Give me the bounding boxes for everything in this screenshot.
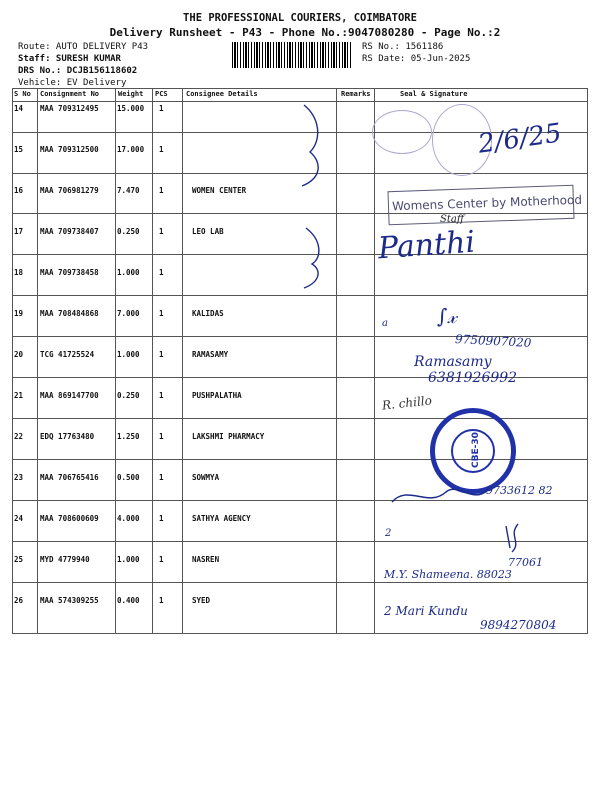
row19-mark: a bbox=[382, 318, 388, 329]
col-header-consignment: Consignment No bbox=[40, 90, 100, 98]
col-header-sno: S No bbox=[14, 90, 31, 98]
row-sno: 24 bbox=[14, 514, 24, 523]
row-weight: 1.000 bbox=[117, 268, 140, 277]
row-sno: 15 bbox=[14, 145, 24, 154]
row-consignment-no: TCG 41725524 bbox=[40, 350, 95, 359]
row-consignee: PUSHPALATHA bbox=[192, 391, 242, 400]
row-weight: 1.000 bbox=[117, 555, 140, 564]
row-consignment-no: MAA 869147700 bbox=[40, 391, 99, 400]
row24-mark: 2 bbox=[385, 528, 392, 539]
row25-signature: M.Y. Shameena. 88023 bbox=[384, 568, 512, 581]
row-pcs: 1 bbox=[159, 514, 164, 523]
row-consignee: SATHYA AGENCY bbox=[192, 514, 251, 523]
row-consignment-no: MAA 708600609 bbox=[40, 514, 99, 523]
col-header-consignee: Consignee Details bbox=[186, 90, 258, 98]
row-weight: 17.000 bbox=[117, 145, 145, 154]
staff-label: Staff: SURESH KUMAR bbox=[18, 54, 121, 64]
row-consignment-no: EDQ 17763480 bbox=[40, 432, 95, 441]
rs-number: RS No.: 1561186 bbox=[362, 42, 444, 52]
row-sno: 19 bbox=[14, 309, 24, 318]
row-pcs: 1 bbox=[159, 350, 164, 359]
row-pcs: 1 bbox=[159, 186, 164, 195]
row-pcs: 1 bbox=[159, 309, 164, 318]
row-weight: 15.000 bbox=[117, 104, 145, 113]
row-sno: 20 bbox=[14, 350, 24, 359]
row-weight: 7.000 bbox=[117, 309, 140, 318]
row-pcs: 1 bbox=[159, 473, 164, 482]
row-consignment-no: MAA 708484868 bbox=[40, 309, 99, 318]
row-consignment-no: MAA 709312500 bbox=[40, 145, 99, 154]
row-consignment-no: MYD 4779940 bbox=[40, 555, 90, 564]
row-weight: 4.000 bbox=[117, 514, 140, 523]
row-weight: 0.500 bbox=[117, 473, 140, 482]
route-label: Route: AUTO DELIVERY P43 bbox=[18, 42, 149, 52]
row-sno: 21 bbox=[14, 391, 24, 400]
row-weight: 1.000 bbox=[117, 350, 140, 359]
row-consignment-no: MAA 709738458 bbox=[40, 268, 99, 277]
row26-signature: 2 Mari Kundu bbox=[384, 604, 468, 618]
row-consignee: KALIDAS bbox=[192, 309, 224, 318]
row-consignee: SOWMYA bbox=[192, 473, 220, 482]
row-consignee: LAKSHMI PHARMACY bbox=[192, 432, 265, 441]
row-sno: 14 bbox=[14, 104, 24, 113]
row-weight: 1.250 bbox=[117, 432, 140, 441]
row20-name: Ramasamy bbox=[414, 354, 492, 370]
rs-date: RS Date: 05-Jun-2025 bbox=[362, 54, 471, 64]
row-consignment-no: MAA 709312495 bbox=[40, 104, 99, 113]
runsheet-title: Delivery Runsheet - P43 - Phone No.:9047080280 - Page No.:2 bbox=[109, 26, 501, 39]
drs-label: DRS No.: DCJB156118602 bbox=[18, 66, 138, 76]
row19-scribble: ∫𝓍 bbox=[437, 304, 457, 328]
col-header-remarks: Remarks bbox=[341, 90, 371, 98]
row-consignment-no: MAA 706981279 bbox=[40, 186, 99, 195]
col-header-seal-signature: Seal & Signature bbox=[400, 90, 468, 98]
row26-phone: 9894270804 bbox=[480, 618, 557, 632]
row-weight: 0.400 bbox=[117, 596, 140, 605]
faint-seal-1 bbox=[372, 110, 432, 154]
womens-center-stamp-text: Womens Center by Motherhood bbox=[391, 192, 583, 214]
row17-signature: Panthi bbox=[376, 224, 477, 267]
row-pcs: 1 bbox=[159, 268, 164, 277]
company-title: THE PROFESSIONAL COURIERS, COIMBATORE bbox=[183, 12, 417, 24]
row-sno: 23 bbox=[14, 473, 24, 482]
row-consignment-no: MAA 574309255 bbox=[40, 596, 99, 605]
row-sno: 22 bbox=[14, 432, 24, 441]
row21-signature: R. chillo bbox=[381, 393, 433, 413]
row-sno: 17 bbox=[14, 227, 24, 236]
row-weight: 0.250 bbox=[117, 227, 140, 236]
col-header-pcs: PCS bbox=[155, 90, 168, 98]
row-consignee: RAMASAMY bbox=[192, 350, 229, 359]
row23-phone: 9733612 82 bbox=[486, 484, 553, 497]
row19-phone: 9750907020 bbox=[454, 332, 532, 350]
row-pcs: 1 bbox=[159, 432, 164, 441]
row-consignee: NASREN bbox=[192, 555, 220, 564]
row-pcs: 1 bbox=[159, 596, 164, 605]
row-sno: 25 bbox=[14, 555, 24, 564]
row-pcs: 1 bbox=[159, 391, 164, 400]
row-sno: 16 bbox=[14, 186, 24, 195]
row-pcs: 1 bbox=[159, 227, 164, 236]
col-header-weight: Weight bbox=[118, 90, 144, 98]
row-weight: 7.470 bbox=[117, 186, 140, 195]
row-pcs: 1 bbox=[159, 145, 164, 154]
row-consignment-no: MAA 706765416 bbox=[40, 473, 99, 482]
row-pcs: 1 bbox=[159, 104, 164, 113]
row24-signature-stroke bbox=[500, 522, 530, 554]
row-sno: 26 bbox=[14, 596, 24, 605]
row-consignee: WOMEN CENTER bbox=[192, 186, 247, 195]
row-consignee: SYED bbox=[192, 596, 211, 605]
row-consignment-no: MAA 709738407 bbox=[40, 227, 99, 236]
row-sno: 18 bbox=[14, 268, 24, 277]
row-pcs: 1 bbox=[159, 555, 164, 564]
date-signature: 2/6/25 bbox=[476, 118, 564, 160]
barcode bbox=[232, 42, 352, 68]
row16-staff-note: Staff bbox=[440, 214, 464, 225]
row20-phone: 6381926992 bbox=[428, 370, 518, 386]
bracket-strokes bbox=[292, 100, 337, 290]
vehicle-label: Vehicle: EV Delivery bbox=[18, 78, 127, 88]
row-weight: 0.250 bbox=[117, 391, 140, 400]
row25-number: 77061 bbox=[508, 556, 543, 569]
row-consignee: LEO LAB bbox=[192, 227, 224, 236]
pharmacy-seal-text: CBE-30 bbox=[470, 432, 481, 468]
